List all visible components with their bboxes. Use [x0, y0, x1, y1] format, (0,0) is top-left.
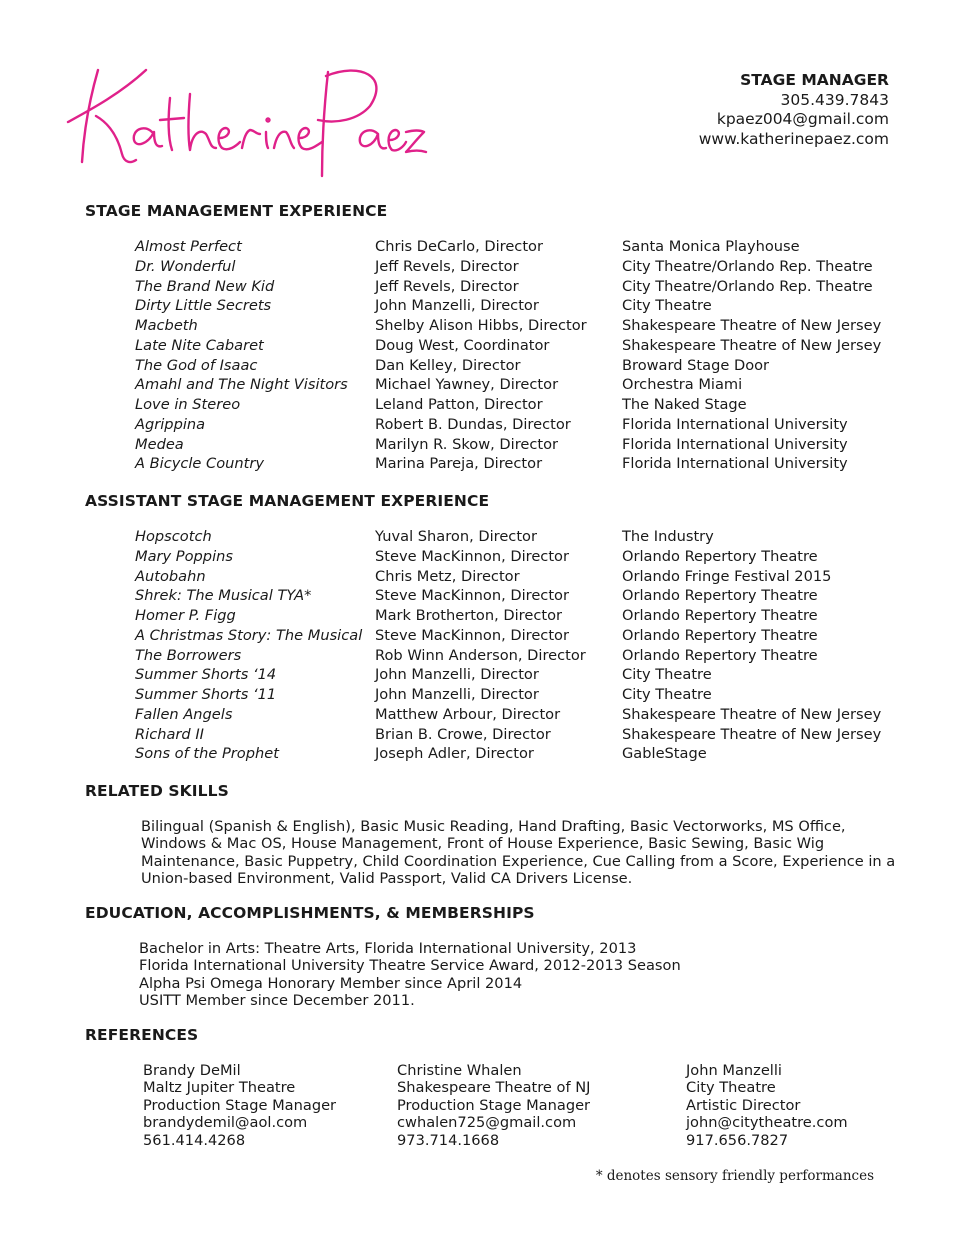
experience-row: [135, 258, 895, 278]
production-venue: Broward Stage Door: [622, 356, 770, 374]
production-director: Shelby Alison Hibbs, Director: [375, 317, 587, 334]
reference-christine-whalen: [397, 1062, 590, 1149]
reference-position: Production Stage Manager: [397, 1096, 591, 1114]
production-director: Steve MacKinnon, Director: [375, 626, 569, 644]
production-title: Medea: [135, 435, 184, 453]
production-venue: Florida International University: [622, 455, 848, 473]
reference-phone: 917.656.7827: [686, 1131, 789, 1149]
production-title: The Brand New Kid: [135, 277, 275, 295]
experience-row: [135, 745, 895, 765]
email-address[interactable]: kpaez004@gmail.com: [716, 110, 889, 128]
experience-row: [135, 436, 895, 456]
production-title: Sons of the Prophet: [135, 745, 279, 763]
production-title: A Christmas Story: The Musical: [135, 626, 363, 644]
experience-row: [135, 297, 895, 317]
production-venue: City Theatre: [622, 297, 712, 315]
production-venue: The Industry: [622, 528, 714, 545]
skills-paragraph: [141, 818, 901, 888]
reference-email[interactable]: brandydemil@aol.com: [143, 1114, 308, 1132]
reference-email[interactable]: cwhalen725@gmail.com: [397, 1114, 577, 1132]
experience-row: [135, 706, 895, 726]
job-title: STAGE MANAGER: [740, 71, 889, 89]
production-director: John Manzelli, Director: [375, 666, 539, 684]
skills-line: Windows & Mac OS, House Management, Front of House Experience, Basic Sewing, Basic Wig: [141, 835, 825, 853]
production-director: John Manzelli, Director: [375, 297, 539, 315]
section-title-assistant-stage-management: ASSISTANT STAGE MANAGEMENT EXPERIENCE: [85, 492, 490, 510]
production-venue: Orlando Repertory Theatre: [622, 607, 818, 624]
reference-phone: 973.714.1668: [397, 1131, 500, 1149]
production-title: Love in Stereo: [135, 396, 241, 413]
experience-row: [135, 686, 895, 706]
production-venue: GableStage: [622, 745, 707, 763]
reference-phone: 561.414.4268: [143, 1131, 246, 1149]
production-director: Steve MacKinnon, Director: [375, 587, 569, 605]
production-venue: City Theatre/Orlando Rep. Theatre: [622, 257, 873, 275]
production-venue: Shakespeare Theatre of New Jersey: [622, 705, 882, 723]
production-venue: Orlando Repertory Theatre: [622, 587, 818, 605]
reference-name: John Manzelli: [686, 1062, 782, 1079]
production-venue: The Naked Stage: [622, 396, 747, 413]
production-director: Doug West, Coordinator: [375, 336, 550, 354]
contact-block: [699, 71, 889, 149]
production-director: Mark Brotherton, Director: [375, 607, 562, 624]
production-director: Matthew Arbour, Director: [375, 705, 561, 723]
production-title: Almost Perfect: [135, 238, 242, 255]
education-line: Bachelor in Arts: Theatre Arts, Florida International University, 2013: [139, 940, 637, 957]
signature-drawing: [60, 58, 430, 178]
section-title-stage-management: STAGE MANAGEMENT EXPERIENCE: [85, 202, 388, 220]
reference-organization: Maltz Jupiter Theatre: [143, 1079, 296, 1097]
production-title: Fallen Angels: [135, 705, 233, 723]
production-director: Jeff Revels, Director: [375, 277, 519, 295]
reference-position: Production Stage Manager: [143, 1096, 337, 1114]
production-director: Marina Pareja, Director: [375, 455, 543, 473]
experience-row: [135, 528, 895, 548]
production-director: Chris Metz, Director: [375, 567, 520, 585]
production-venue: City Theatre: [622, 686, 712, 703]
production-title: Dr. Wonderful: [135, 257, 236, 275]
experience-row: [135, 416, 895, 436]
production-director: Robert B. Dundas, Director: [375, 415, 571, 433]
phone-number: 305.439.7843: [780, 90, 889, 109]
production-venue: City Theatre/Orlando Rep. Theatre: [622, 277, 873, 295]
production-title: Autobahn: [135, 567, 206, 585]
experience-row: [135, 396, 895, 416]
experience-row: [135, 726, 895, 746]
production-director: Joseph Adler, Director: [375, 745, 534, 763]
production-title: Agrippina: [135, 415, 206, 433]
production-title: Mary Poppins: [135, 547, 233, 565]
production-title: Shrek: The Musical TYA*: [135, 587, 312, 605]
production-venue: Shakespeare Theatre of New Jersey: [622, 725, 882, 743]
production-director: Jeff Revels, Director: [375, 257, 519, 275]
production-director: John Manzelli, Director: [375, 686, 539, 703]
production-venue: Orlando Repertory Theatre: [622, 626, 818, 644]
production-title: Amahl and The Night Visitors: [135, 376, 348, 394]
reference-john-manzelli: [686, 1062, 848, 1149]
production-venue: Orlando Repertory Theatre: [622, 646, 818, 664]
experience-row: [135, 337, 895, 357]
education-line: Florida International University Theatre Service Award, 2012-2013 Season: [139, 957, 681, 975]
production-director: Chris DeCarlo, Director: [375, 238, 543, 255]
experience-row: [135, 647, 895, 667]
experience-row: [135, 278, 895, 298]
signature-logo: [60, 58, 430, 178]
experience-row: [135, 357, 895, 377]
reference-brandy-demil: [143, 1062, 336, 1149]
education-line: Alpha Psi Omega Honorary Member since April 2014: [139, 974, 523, 992]
education-list: [139, 940, 899, 1010]
production-title: Homer P. Figg: [135, 607, 236, 624]
skills-line: Union-based Environment, Valid Passport, Valid CA Drivers License.: [141, 870, 633, 888]
footnote: * denotes sensory friendly performances: [595, 1168, 874, 1184]
production-director: Leland Patton, Director: [375, 396, 543, 413]
production-venue: Orlando Fringe Festival 2015: [622, 567, 832, 585]
production-title: The God of Isaac: [135, 356, 258, 374]
reference-name: Christine Whalen: [397, 1062, 522, 1079]
reference-email[interactable]: john@citytheatre.com: [686, 1114, 848, 1132]
production-director: Marilyn R. Skow, Director: [375, 435, 559, 453]
experience-row: [135, 568, 895, 588]
production-director: Dan Kelley, Director: [375, 356, 521, 374]
reference-organization: City Theatre: [686, 1079, 776, 1097]
experience-row: [135, 455, 895, 475]
skills-line: Bilingual (Spanish & English), Basic Music Reading, Hand Drafting, Basic Vectorworks, MS Office,: [141, 818, 846, 835]
production-title: A Bicycle Country: [135, 455, 265, 473]
reference-name: Brandy DeMil: [143, 1062, 241, 1079]
production-venue: City Theatre: [622, 666, 712, 684]
production-venue: Florida International University: [622, 415, 848, 433]
production-venue: Shakespeare Theatre of New Jersey: [622, 317, 882, 334]
production-venue: Shakespeare Theatre of New Jersey: [622, 336, 882, 354]
production-title: Summer Shorts ‘11: [135, 686, 277, 703]
website-link[interactable]: www.katherinepaez.com: [698, 129, 889, 148]
experience-row: [135, 666, 895, 686]
experience-row: [135, 238, 895, 258]
experience-row: [135, 587, 895, 607]
production-title: Late Nite Cabaret: [135, 336, 264, 354]
production-title: The Borrowers: [135, 646, 242, 664]
production-title: Dirty Little Secrets: [135, 297, 272, 315]
production-director: Michael Yawney, Director: [375, 376, 559, 394]
production-director: Brian B. Crowe, Director: [375, 725, 551, 743]
experience-row: [135, 317, 895, 337]
production-director: Yuval Sharon, Director: [375, 528, 537, 545]
experience-row: [135, 607, 895, 627]
production-venue: Santa Monica Playhouse: [622, 238, 800, 255]
production-venue: Florida International University: [622, 435, 848, 453]
section-title-skills: RELATED SKILLS: [85, 782, 229, 800]
stage-management-table: [135, 238, 895, 475]
production-venue: Orchestra Miami: [622, 376, 743, 394]
production-director: Steve MacKinnon, Director: [375, 547, 569, 565]
reference-position: Artistic Director: [686, 1096, 801, 1114]
education-line: USITT Member since December 2011.: [139, 992, 415, 1010]
assistant-stage-management-table: [135, 528, 895, 765]
production-director: Rob Winn Anderson, Director: [375, 646, 586, 664]
experience-row: [135, 376, 895, 396]
experience-row: [135, 627, 895, 647]
experience-row: [135, 548, 895, 568]
reference-organization: Shakespeare Theatre of NJ: [397, 1079, 591, 1097]
production-venue: Orlando Repertory Theatre: [622, 547, 818, 565]
production-title: Hopscotch: [135, 528, 212, 545]
production-title: Richard II: [135, 725, 204, 743]
production-title: Macbeth: [135, 317, 198, 334]
skills-line: Maintenance, Basic Puppetry, Child Coordination Experience, Cue Calling from a Score, Experience in a: [141, 852, 896, 870]
production-title: Summer Shorts ‘14: [135, 666, 277, 684]
section-title-references: REFERENCES: [85, 1026, 199, 1044]
section-title-education: EDUCATION, ACCOMPLISHMENTS, & MEMBERSHIPS: [85, 904, 535, 922]
